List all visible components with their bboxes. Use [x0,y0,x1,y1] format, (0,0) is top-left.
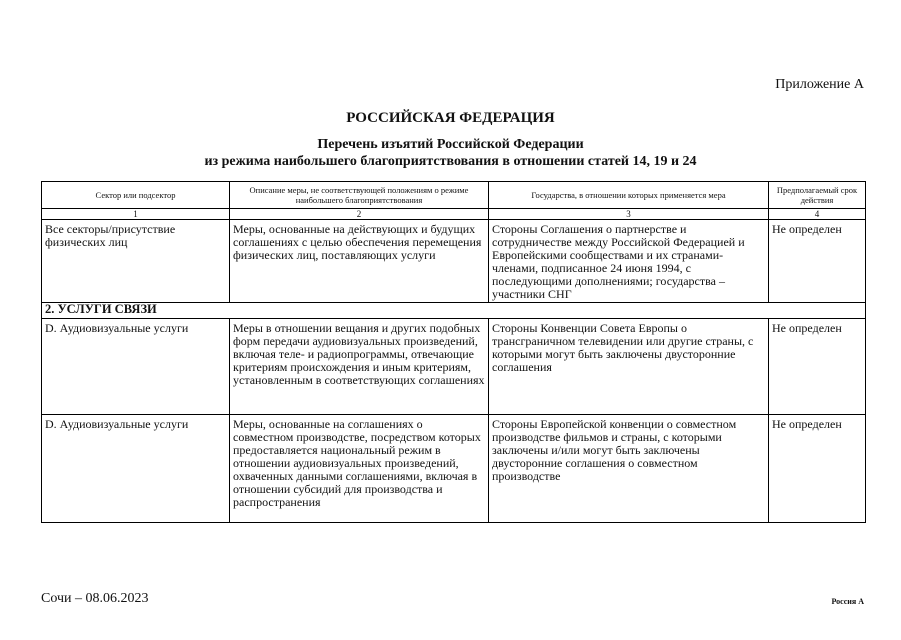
column-number: 4 [769,209,866,220]
header-states: Государства, в отношении которых применяется мера [489,182,769,209]
table-row [42,319,866,415]
cell-measure: Меры, основанные на соглашениях о совместном производстве, посредством которых предоставляется национальный режим в отношении аудиовизуальных произведений, охваченных данными соглашениями, включая в отношении субсидий для производства и распространения [230,415,489,523]
section-row [42,303,866,319]
exemptions-table [41,181,866,523]
cell-sector: Все секторы/присутствие физических лиц [42,220,230,303]
header-term: Предполагаемый срок действия [769,182,866,209]
footer-location-date: Сочи – 08.06.2023 [41,591,149,606]
cell-term: Не определен [769,415,866,523]
cell-measure: Меры в отношении вещания и других подобных форм передачи аудиовизуальных произведений, включая теле- и радиопрограммы, отвечающие критериям происхождения и иным критериям, установленным в соответствующих соглашениях [230,319,489,415]
table-row [42,220,866,303]
cell-states: Стороны Европейской конвенции о совместном производстве фильмов и страны, с которыми заключены и/или могут быть заключены двусторонние соглашения о совместном производстве [489,415,769,523]
page-subtitle [0,136,901,170]
cell-states: Стороны Конвенции Совета Европы о трансграничном телевидении или другие страны, с которыми могут быть заключены двусторонние соглашения [489,319,769,415]
page-title: РОССИЙСКАЯ ФЕДЕРАЦИЯ [346,110,555,126]
column-number-row [42,209,866,220]
column-number: 1 [42,209,230,220]
cell-measure: Меры, основанные на действующих и будущих соглашениях с целью обеспечения перемещения физических лиц, поставляющих услуги [230,220,489,303]
cell-sector: D. Аудиовизуальные услуги [42,415,230,523]
column-number: 3 [489,209,769,220]
cell-term: Не определен [769,319,866,415]
table-header-row [42,182,866,209]
annex-label: Приложение А [775,77,864,92]
subtitle-line-2: из режима наибольшего благоприятствования в отношении статей 14, 19 и 24 [204,154,697,169]
cell-sector: D. Аудиовизуальные услуги [42,319,230,415]
footer-document-id: Россия А [831,597,864,606]
section-title: 2. УСЛУГИ СВЯЗИ [42,303,866,319]
header-measure: Описание меры, не соответствующей положениям о режиме наибольшего благоприятствования [230,182,489,209]
table-row [42,415,866,523]
subtitle-line-1: Перечень изъятий Российской Федерации [317,137,584,152]
cell-states: Стороны Соглашения о партнерстве и сотрудничестве между Российской Федерацией и Европейскими сообществами и их странами-членами, подписанное 24 июня 1994, с последующими дополнениями; государства – участники СНГ [489,220,769,303]
cell-term: Не определен [769,220,866,303]
column-number: 2 [230,209,489,220]
header-sector: Сектор или подсектор [42,182,230,209]
